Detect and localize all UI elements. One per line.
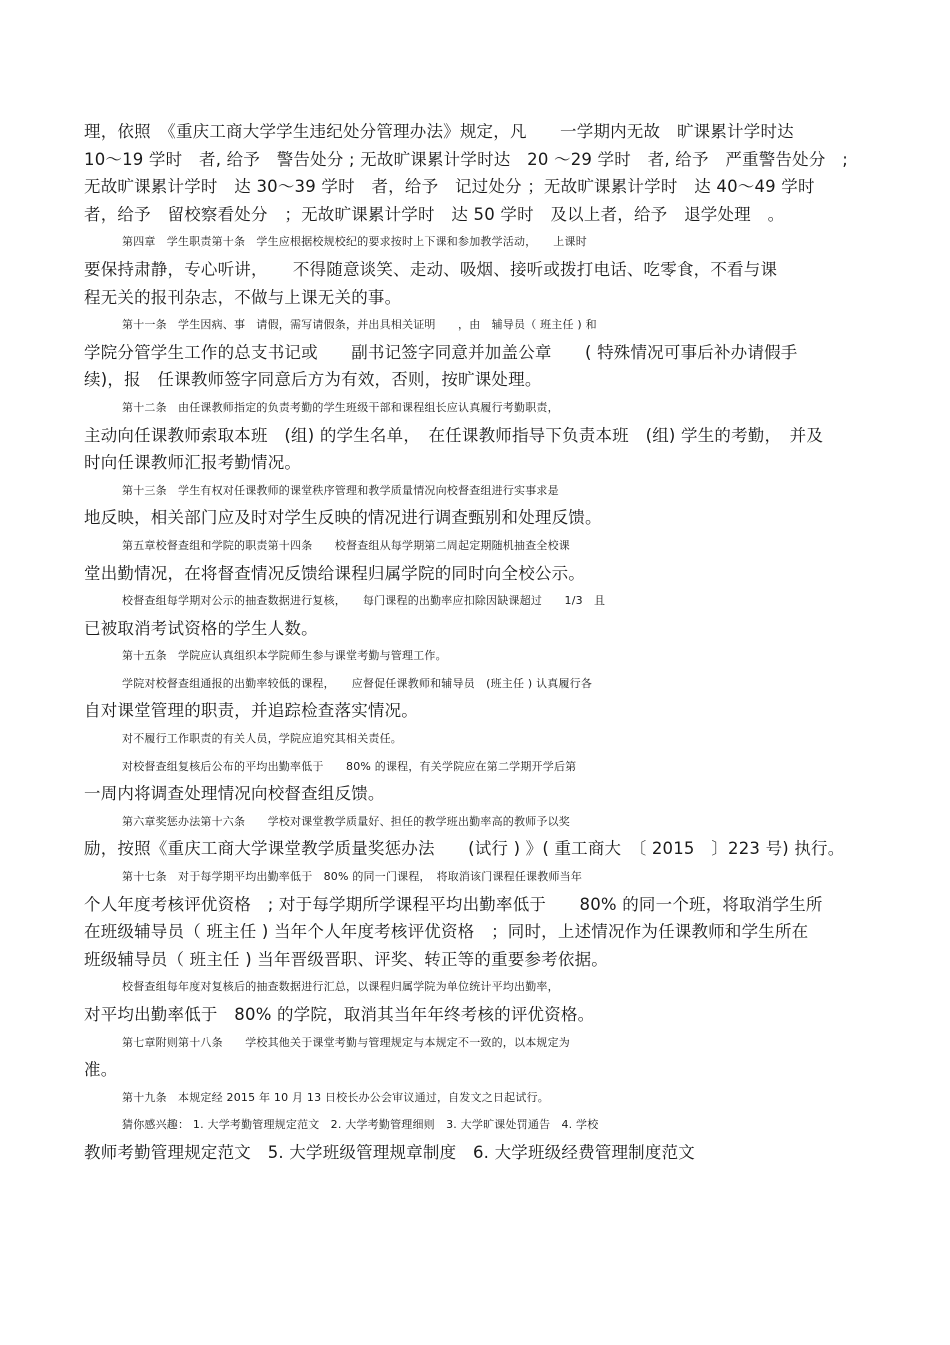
text-line: 对平均出勤率低于 80% 的学院，取消其当年年终考核的评优资格。 bbox=[84, 1005, 595, 1024]
text-line: 堂出勤情况，在将督查情况反馈给课程归属学院的同时向全校公示。 bbox=[84, 563, 585, 583]
text-line: 校督查组每学期对公示的抽查数据进行复核， 每门课程的出勤率应扣除因缺课超过 1/3 且 bbox=[122, 594, 606, 608]
text-line: 教师考勤管理规定范文 5. 大学班级管理规章制度 6. 大学班级经费管理制度范文 bbox=[84, 1142, 695, 1162]
text-line: 主动向任课教师索取本班 (组) 的学生名单， 在任课教师指导下负责本班 (组) 学生的考勤， 并及 bbox=[84, 425, 824, 445]
text-line: 第五章校督查组和学院的职责第十四条 校督查组从每学期第二周起定期随机抽查全校课 bbox=[122, 538, 570, 552]
text-line: 要保持肃静，专心听讲， 不得随意谈笑、走动、吸烟、接听或拨打电话、吃零食，不看与课 bbox=[84, 259, 778, 279]
text-line: 时向任课教师汇报考勤情况。 bbox=[84, 453, 302, 473]
text-line: 第十九条 本规定经 2015 年 10 月 13 日校长办公会审议通过，自发文之日起试行。 bbox=[122, 1090, 549, 1104]
text-line: 无故旷课累计学时 达 30～39 学时 者，给予 记过处分 ；无故旷课累计学时 达 40～49 学时 bbox=[84, 177, 815, 197]
document-text bbox=[84, 118, 866, 1167]
text-line: 励，按照《重庆工商大学课堂教学质量奖惩办法 (试行 ) 》( 重工商大 〔 2015 〕223 号) 执行。 bbox=[84, 839, 845, 859]
text-line: 第十一条 学生因病、事 请假，需写请假条，并出具相关证明 ，由 辅导员（ 班主任 ) 和 bbox=[122, 318, 597, 332]
text-line: 学院对校督查组通报的出勤率较低的课程， 应督促任课教师和辅导员 (班主任 ) 认真履行各 bbox=[122, 676, 593, 690]
text-line: 第六章奖惩办法第十六条 学校对课堂教学质量好、担任的教学班出勤率高的教师予以奖 bbox=[122, 814, 570, 828]
text-line: 个人年度考核评优资格 ; 对于每学期所学课程平均出勤率低于 80% 的同一个班，将取消学生所 bbox=[84, 894, 823, 914]
text-line: 准。 bbox=[84, 1060, 118, 1080]
text-line: 第四章 学生职责第十条 学生应根据校规校纪的要求按时上下课和参加教学活动， 上课时 bbox=[122, 235, 587, 249]
text-line: 第十五条 学院应认真组织本学院师生参与课堂考勤与管理工作。 bbox=[122, 649, 447, 663]
text-line: 一周内将调查处理情况向校督查组反馈。 bbox=[84, 784, 385, 804]
text-line: 理，依照 《重庆工商大学学生违纪处分管理办法》规定，凡 一学期内无故 旷课累计学时达 bbox=[84, 122, 794, 141]
text-line: 者，给予 留校察看处分 ；无故旷课累计学时 达 50 学时 及以上者，给予 退学处理 。 bbox=[84, 204, 785, 224]
document-body bbox=[84, 118, 866, 1167]
text-line: 猜你感兴趣： 1. 大学考勤管理规定范文 2. 大学考勤管理细则 3. 大学旷课处罚通告 4. 学校 bbox=[122, 1118, 599, 1132]
text-line: 对不履行工作职责的有关人员，学院应追究其相关责任。 bbox=[122, 732, 402, 746]
text-line: 校督查组每年度对复核后的抽查数据进行汇总，以课程归属学院为单位统计平均出勤率， bbox=[122, 980, 559, 994]
text-line: 已被取消考试资格的学生人数。 bbox=[84, 618, 318, 638]
text-line: 续)，报 任课教师签字同意后方为有效，否则，按旷课处理。 bbox=[84, 370, 542, 390]
text-line: 班级辅导员（ 班主任 ) 当年晋级晋职、评奖、转正等的重要参考依据。 bbox=[84, 949, 608, 969]
text-line: 程无关的报刊杂志，不做与上课无关的事。 bbox=[84, 287, 402, 307]
text-line: 自对课堂管理的职责，并追踪检查落实情况。 bbox=[84, 701, 418, 721]
text-line: 第七章附则第十八条 学校其他关于课堂考勤与管理规定与本规定不一致的，以本规定为 bbox=[122, 1035, 570, 1049]
text-line: 10～19 学时 者, 给予 警告处分 ; 无故旷课累计学时达 20 ～29 学时 者, 给予 严重警告处分 ; bbox=[84, 149, 849, 169]
text-line: 在班级辅导员（ 班主任 ) 当年个人年度考核评优资格 ；同时，上述情况作为任课教师和学生所在 bbox=[84, 922, 809, 942]
text-line: 学院分管学生工作的总支书记或 副书记签字同意并加盖公章 ( 特殊情况可事后补办请假手 bbox=[84, 342, 798, 362]
text-line: 第十三条 学生有权对任课教师的课堂秩序管理和教学质量情况向校督查组进行实事求是 bbox=[122, 483, 559, 497]
text-line: 第十七条 对于每学期平均出勤率低于 80% 的同一门课程， 将取消该门课程任课教师当年 bbox=[122, 870, 583, 884]
text-line: 地反映，相关部门应及时对学生反映的情况进行调查甄别和处理反馈。 bbox=[84, 508, 602, 528]
text-line: 对校督查组复核后公布的平均出勤率低于 80% 的课程，有关学院应在第二学期开学后第 bbox=[122, 759, 577, 773]
text-line: 第十二条 由任课教师指定的负责考勤的学生班级干部和课程组长应认真履行考勤职责， bbox=[122, 400, 559, 414]
